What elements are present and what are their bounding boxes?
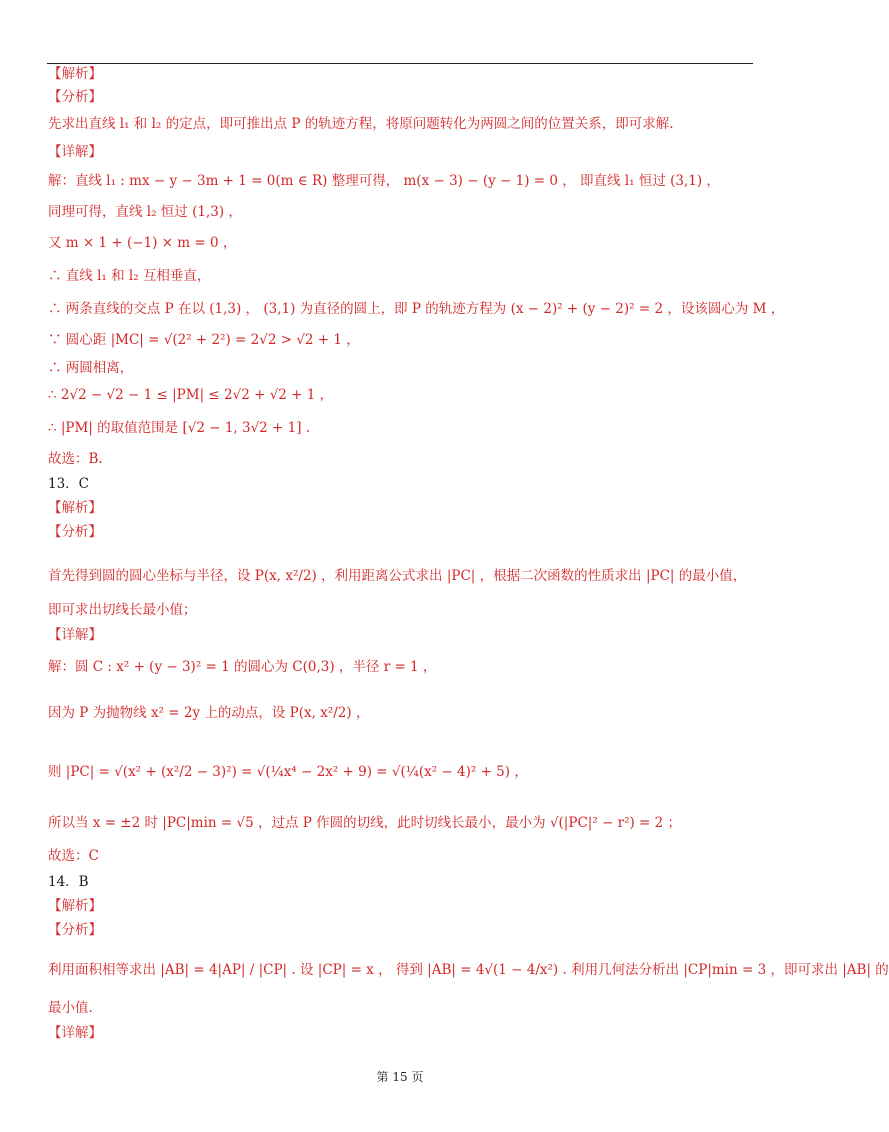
line-17: 【分析】	[48, 524, 102, 540]
line-01: 【解析】	[48, 66, 102, 82]
line-07: 又 m × 1 + (−1) × m = 0 ，	[48, 235, 237, 251]
line-08: ∴ 直线 l₁ 和 l₂ 互相垂直，	[48, 268, 211, 284]
line-13: ∴ |PM| 的取值范围是 [√2 − 1, 3√2 + 1] .	[48, 420, 311, 436]
line-02: 【分析】	[48, 89, 102, 105]
line-18: 首先得到圆的圆心坐标与半径，设 P(x, x²/2) ，利用距离公式求出 |PC| ，根据二次函数的性质求出 |PC| 的最小值，	[48, 568, 747, 584]
line-30: 最小值.	[48, 1000, 93, 1016]
line-14: 故选：B.	[48, 451, 103, 467]
line-23: 则 |PC| = √(x² + (x²/2 − 3)²) = √(¼x⁴ − 2x² + 9) = √(¼(x² − 4)² + 5) ，	[48, 764, 528, 780]
line-25: 故选：C	[48, 848, 99, 864]
line-24: 所以当 x = ±2 时 |PC|min = √5 ，过点 P 作圆的切线，此时切线长最小，最小为 √(|PC|² − r²) = 2 ；	[48, 815, 682, 831]
line-28: 【分析】	[48, 922, 102, 938]
line-03: 先求出直线 l₁ 和 l₂ 的定点，即可推出点 P 的轨迹方程，将原问题转化为两圆之间的位置关系，即可求解.	[48, 116, 674, 132]
line-05: 解：直线 l₁ : mx − y − 3m + 1 = 0(m ∈ R) 整理可得， m(x − 3) − (y − 1) = 0 ， 即直线 l₁ 恒过 (3,1) ，	[48, 173, 720, 189]
line-12: ∴ 2√2 − √2 − 1 ≤ |PM| ≤ 2√2 + √2 + 1 ，	[48, 387, 334, 403]
line-10: ∵ 圆心距 |MC| = √(2² + 2²) = 2√2 > √2 + 1 ，	[48, 332, 360, 348]
line-20: 【详解】	[48, 627, 102, 643]
line-21: 解：圆 C : x² + (y − 3)² = 1 的圆心为 C(0,3) ，半径 r = 1 ，	[48, 659, 437, 675]
line-26: 14．B	[48, 874, 89, 890]
line-04: 【详解】	[48, 144, 102, 160]
page-number: 第 15 页	[376, 1070, 424, 1084]
line-09: ∴ 两条直线的交点 P 在以 (1,3) ， (3,1) 为直径的圆上，即 P 的轨迹方程为 (x − 2)² + (y − 2)² = 2 ，设该圆心为 M ，	[48, 301, 785, 317]
line-29: 利用面积相等求出 |AB| = 4|AP| / |CP| . 设 |CP| = x ， 得到 |AB| = 4√(1 − 4/x²) . 利用几何法分析出 |CP|min = 3 ，即可求出 |AB| 的	[48, 962, 889, 978]
line-15: 13．C	[48, 476, 90, 492]
line-22: 因为 P 为抛物线 x² = 2y 上的动点，设 P(x, x²/2) ，	[48, 705, 370, 721]
line-11: ∴ 两圆相离，	[48, 360, 134, 376]
line-06: 同理可得，直线 l₂ 恒过 (1,3) ，	[48, 204, 242, 220]
header-rule	[47, 63, 753, 64]
line-19: 即可求出切线长最小值；	[48, 602, 197, 618]
line-31: 【详解】	[48, 1025, 102, 1041]
line-16: 【解析】	[48, 500, 102, 516]
line-27: 【解析】	[48, 898, 102, 914]
